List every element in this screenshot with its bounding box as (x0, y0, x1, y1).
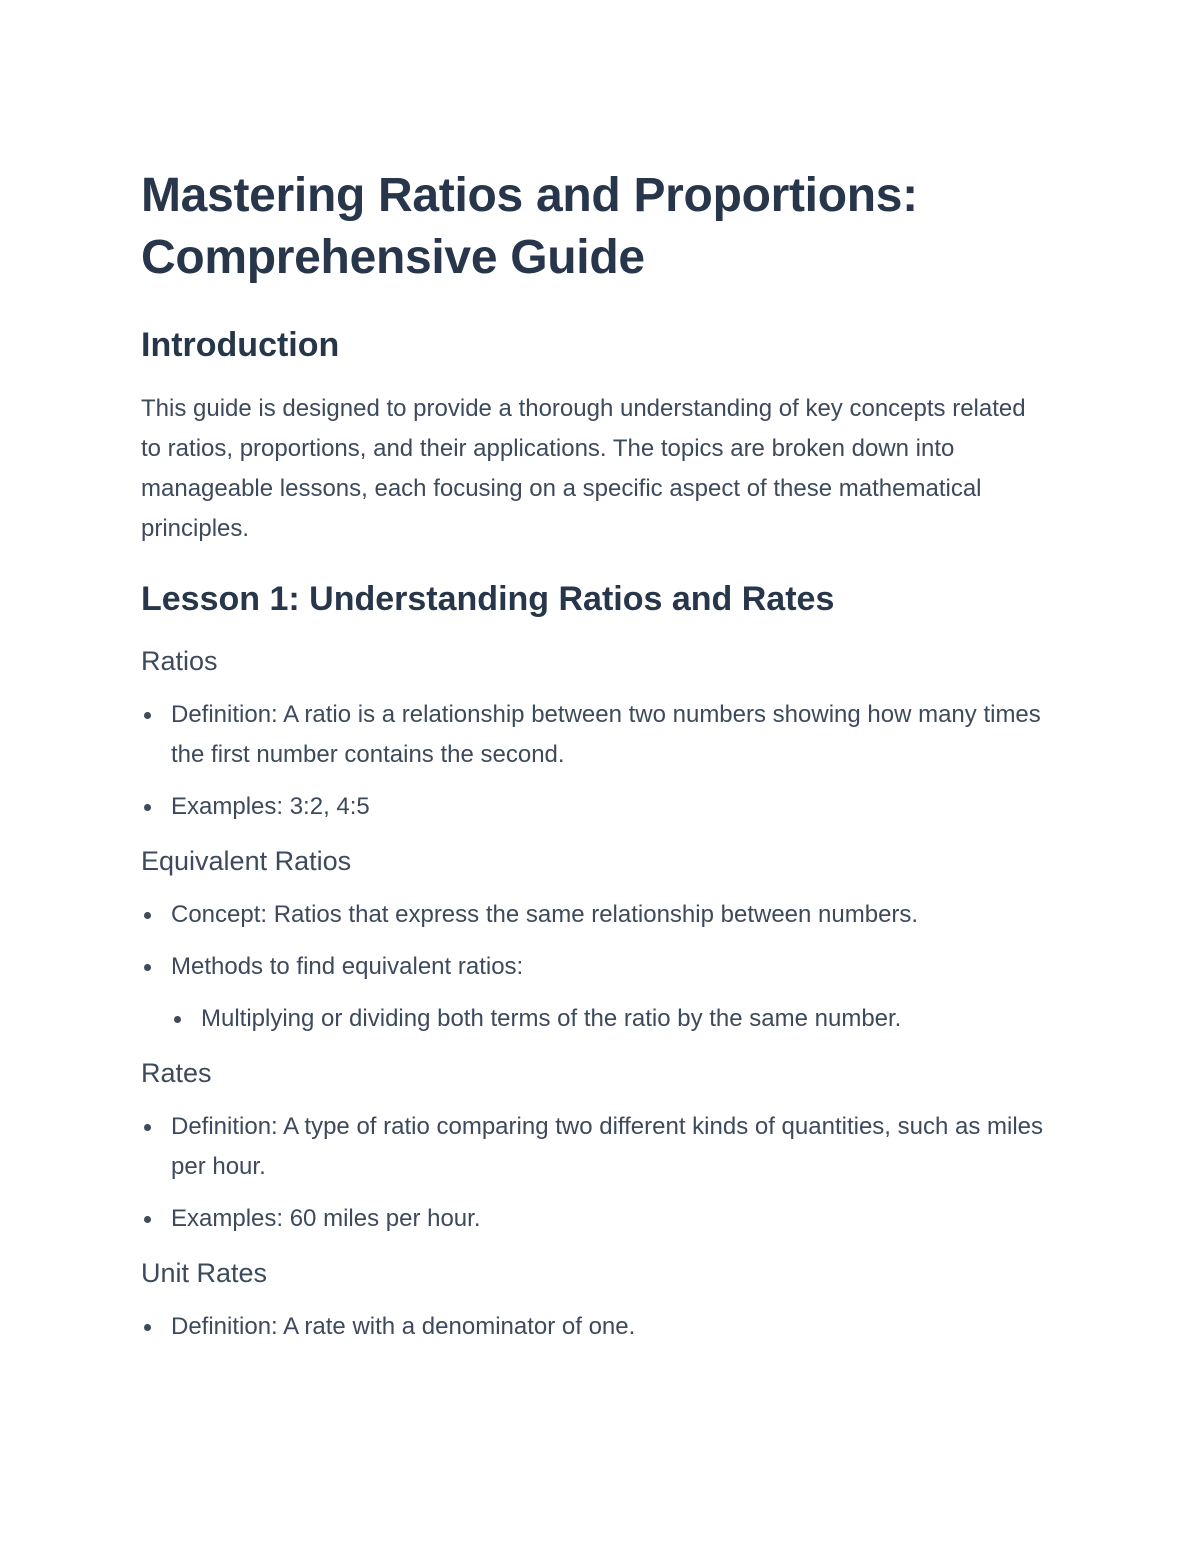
introduction-heading: Introduction (141, 326, 340, 364)
ratios-list (141, 695, 1051, 827)
equivalent-ratios-heading: Equivalent Ratios (141, 846, 352, 876)
introduction-paragraph: This guide is designed to provide a thorough understanding of key concepts related to ratios, proportions, and their applications. The topics are broken down into manageable lessons, each focusing on a specific aspect of these mathematical principles. (141, 395, 1026, 542)
unit-rates-heading: Unit Rates (141, 1258, 268, 1288)
list-item: Definition: A rate with a denominator of one. (141, 1307, 1051, 1347)
list-item: Definition: A type of ratio comparing two different kinds of quantities, such as miles per hour. (141, 1107, 1051, 1187)
list-item: Multiplying or dividing both terms of the ratio by the same number. (171, 999, 1051, 1039)
equivalent-ratios-sublist (141, 999, 1051, 1039)
rates-list (141, 1107, 1051, 1239)
list-item: Methods to find equivalent ratios: (141, 947, 1051, 987)
unit-rates-list (141, 1307, 1051, 1347)
document-title: Mastering Ratios and Proportions: Comprehensive Guide (141, 169, 918, 284)
list-item: Definition: A ratio is a relationship between two numbers showing how many times the first number contains the second. (141, 695, 1051, 775)
list-item: Concept: Ratios that express the same relationship between numbers. (141, 895, 1051, 935)
list-item: Examples: 60 miles per hour. (141, 1199, 1051, 1239)
equivalent-ratios-list (141, 895, 1051, 987)
lesson-1-heading: Lesson 1: Understanding Ratios and Rates (141, 580, 835, 618)
ratios-heading: Ratios (141, 646, 218, 676)
rates-heading: Rates (141, 1058, 212, 1088)
document-page (141, 165, 1051, 1347)
list-item: Examples: 3:2, 4:5 (141, 787, 1051, 827)
